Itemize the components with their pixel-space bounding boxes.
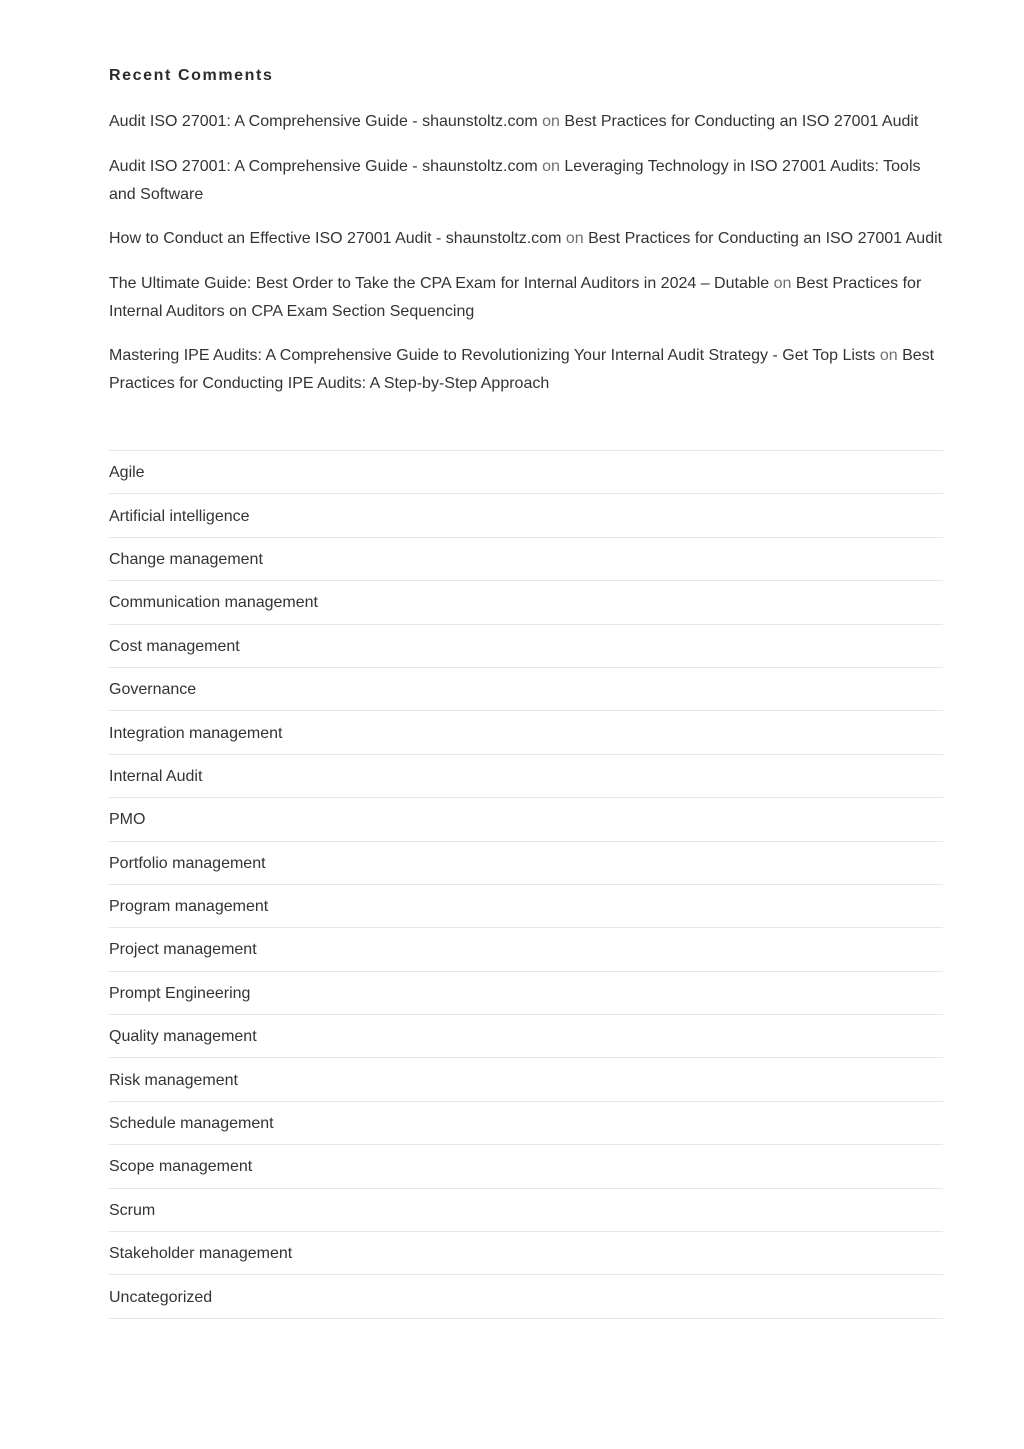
recent-comments-title: Recent Comments [109, 67, 274, 84]
category-link[interactable]: Change management [109, 550, 263, 568]
category-item-communication-management [109, 581, 943, 624]
categories-list [109, 450, 943, 1319]
comment-on-text: on [542, 157, 560, 175]
category-link[interactable]: Cost management [109, 637, 240, 655]
category-link[interactable]: Communication management [109, 594, 318, 612]
category-item-scrum [109, 1189, 943, 1232]
comment-on-text: on [879, 347, 898, 364]
category-item-program-management [109, 885, 943, 928]
category-link[interactable]: Risk management [109, 1071, 238, 1089]
comment-on-text: on [773, 274, 792, 292]
recent-comment-item [109, 225, 943, 253]
category-item-artificial-intelligence [109, 494, 943, 537]
recent-comment-item [109, 270, 943, 326]
comment-post-link[interactable]: Best Practices for Conducting an ISO 27001 Audit [588, 230, 943, 247]
category-item-change-management [109, 538, 943, 581]
category-link[interactable]: Uncategorized [109, 1288, 213, 1306]
category-item-stakeholder-management [109, 1232, 943, 1275]
category-item-governance [109, 668, 943, 711]
comment-on-text: on [542, 113, 560, 130]
category-link[interactable]: Portfolio management [109, 854, 266, 872]
category-link[interactable]: Program management [109, 898, 269, 916]
category-item-cost-management [109, 625, 943, 668]
category-link[interactable]: Artificial intelligence [109, 507, 250, 525]
category-item-integration-management [109, 711, 943, 754]
category-link[interactable]: Integration management [109, 724, 283, 742]
comment-author-link[interactable]: Mastering IPE Audits: A Comprehensive Guide to Revolutionizing Your Internal Audit Strategy - Get Top Lists [109, 347, 876, 364]
category-item-prompt-engineering [109, 972, 943, 1015]
recent-comments-list [109, 108, 943, 415]
comment-post-link[interactable]: Best Practices for Conducting IPE Audits: A Step-by-Step Approach [109, 347, 935, 392]
category-item-schedule-management [109, 1102, 943, 1145]
category-item-internal-audit [109, 755, 943, 798]
category-item-project-management [109, 928, 943, 971]
category-link[interactable]: Project management [109, 941, 257, 959]
category-item-portfolio-management [109, 842, 943, 885]
category-link[interactable]: Scrum [109, 1201, 156, 1219]
category-link[interactable]: Internal Audit [109, 767, 203, 785]
comment-author-link[interactable]: Audit ISO 27001: A Comprehensive Guide - shaunstoltz.com [109, 113, 538, 130]
category-link[interactable]: Scope management [109, 1158, 253, 1176]
category-link[interactable]: PMO [109, 811, 146, 829]
category-link[interactable]: Quality management [109, 1028, 257, 1046]
category-item-risk-management [109, 1058, 943, 1101]
category-link[interactable]: Governance [109, 681, 197, 699]
comment-author-link[interactable]: The Ultimate Guide: Best Order to Take the CPA Exam for Internal Auditors in 2024 – Dutable [109, 274, 770, 292]
category-item-scope-management [109, 1145, 943, 1188]
comment-author-link[interactable]: Audit ISO 27001: A Comprehensive Guide - shaunstoltz.com [109, 157, 538, 175]
recent-comment-item [109, 153, 943, 209]
comment-on-text: on [565, 230, 584, 247]
comment-post-link[interactable]: Leveraging Technology in ISO 27001 Audits: Tools and Software [109, 157, 921, 203]
category-item-agile [109, 451, 943, 494]
category-link[interactable]: Schedule management [109, 1115, 274, 1133]
category-link[interactable]: Agile [109, 464, 145, 482]
category-link[interactable]: Prompt Engineering [109, 984, 251, 1002]
category-link[interactable]: Stakeholder management [109, 1245, 293, 1263]
recent-comment-item [109, 342, 943, 398]
category-item-quality-management [109, 1015, 943, 1058]
category-item-pmo [109, 798, 943, 841]
comment-author-link[interactable]: How to Conduct an Effective ISO 27001 Audit - shaunstoltz.com [109, 230, 562, 247]
recent-comment-item [109, 108, 943, 136]
comment-post-link[interactable]: Best Practices for Internal Auditors on CPA Exam Section Sequencing [109, 274, 922, 320]
category-item-uncategorized [109, 1275, 943, 1318]
comment-post-link[interactable]: Best Practices for Conducting an ISO 27001 Audit [564, 113, 919, 130]
